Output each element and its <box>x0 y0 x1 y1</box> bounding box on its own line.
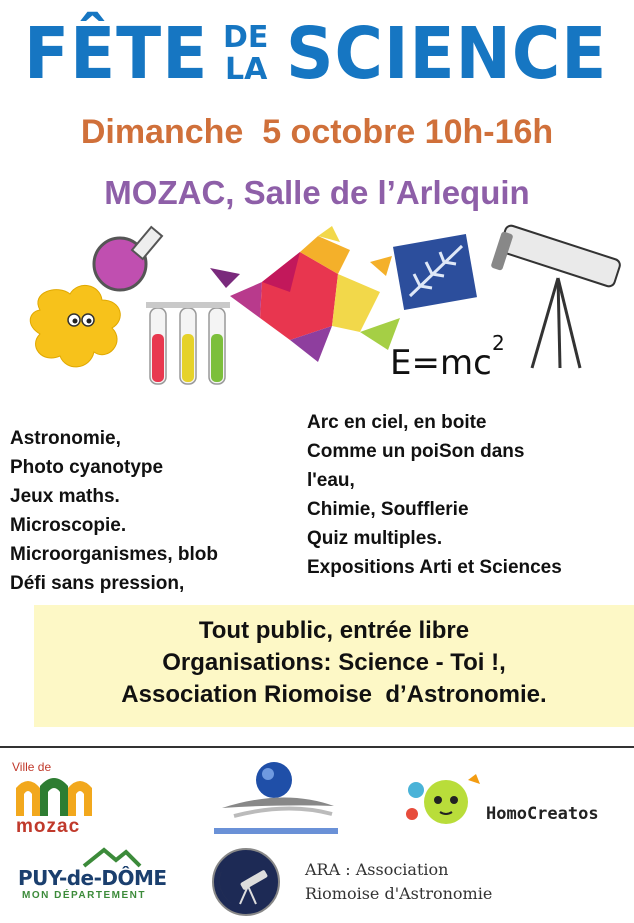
info-box <box>34 605 634 727</box>
activity-item: Astronomie, <box>10 428 121 449</box>
activity-item: Microorganismes, blob <box>10 544 218 565</box>
tube-fill-green <box>211 334 223 382</box>
info-public: Tout public, entrée libre <box>198 617 470 644</box>
activities-left <box>10 424 300 598</box>
activities-right <box>307 408 633 582</box>
science-toi-logo <box>214 758 344 834</box>
tripod-leg-1 <box>532 278 558 368</box>
mountain-icon <box>82 846 142 868</box>
title-la: LA <box>225 52 268 87</box>
event-title <box>18 6 618 104</box>
poly-shape-9 <box>370 256 392 276</box>
mozac-name: mozac <box>16 816 81 837</box>
ara-emblem <box>210 846 282 918</box>
activity-item: Expositions Arti et Sciences <box>307 557 562 578</box>
activity-item: Défi sans pression, <box>10 573 185 594</box>
title-science: SCIENCE <box>286 12 608 96</box>
formula-exponent: 2 <box>492 331 505 355</box>
illustration-svg <box>0 222 634 402</box>
info-organisations: Organisations: Science - Toi !, <box>162 649 506 676</box>
ara-association-text <box>305 858 492 906</box>
poly-shape-3 <box>332 274 380 332</box>
blob-pupil-left <box>73 319 78 324</box>
puydome-name: PUY-de-DÔME <box>18 866 167 890</box>
ara-line1: ARA : Association <box>305 860 449 879</box>
homocreatos-mascot-icon <box>402 770 492 830</box>
title-de: DE <box>223 20 269 55</box>
tube-fill-red <box>152 334 164 382</box>
tube-caps <box>146 302 230 308</box>
tube-fill-yellow <box>182 334 194 382</box>
ara-telescope-icon <box>210 846 282 918</box>
activity-item: l'eau, <box>307 470 355 491</box>
event-date: Dimanche 5 octobre 10h-16h <box>80 113 554 151</box>
activity-item: Photo cyanotype <box>10 457 164 478</box>
mozac-ville-label: Ville de <box>12 760 52 774</box>
science-toi-icon <box>214 758 344 834</box>
homocreatos-name: HomoCreatos <box>486 804 599 824</box>
title-fete: FÊTE <box>24 12 209 96</box>
science-illustration <box>0 222 634 402</box>
tripod-leg-3 <box>558 278 560 368</box>
ara-line2: Riomoise d'Astronomie <box>305 884 493 903</box>
activity-item: Arc en ciel, en boite <box>307 412 487 433</box>
mozac-logo <box>10 760 96 836</box>
activity-item: Chimie, Soufflerie <box>307 499 469 520</box>
mozac-arches-icon <box>10 766 96 822</box>
homocreatos-logo <box>402 770 614 830</box>
activity-item: Comme un poiSon dans <box>307 441 525 462</box>
activity-item: Microscopie. <box>10 515 127 536</box>
poly-shape-4 <box>230 282 262 318</box>
activity-item: Jeux maths. <box>10 486 120 507</box>
puydome-logo <box>16 846 168 906</box>
tripod-leg-2 <box>558 278 580 368</box>
poly-shape-6 <box>210 268 240 288</box>
activity-item: Quiz multiples. <box>307 528 443 549</box>
telescope-icon <box>499 224 622 288</box>
formula-text: E=mc <box>390 343 492 383</box>
blob-pupil-right <box>87 319 92 324</box>
info-association: Association Riomoise d’Astronomie. <box>121 681 547 708</box>
footer-divider <box>0 746 634 748</box>
puydome-subtitle: MON DÉPARTEMENT <box>22 890 146 901</box>
event-place: MOZAC, Salle de l’Arlequin <box>104 174 530 211</box>
